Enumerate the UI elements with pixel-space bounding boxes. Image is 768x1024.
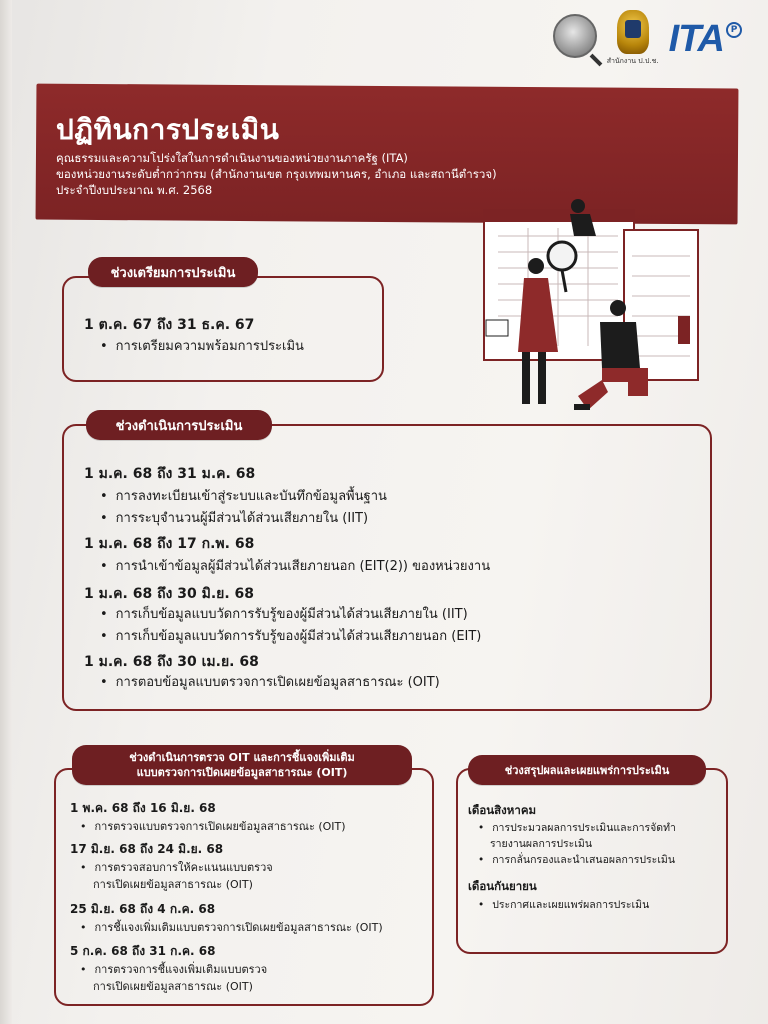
header-logos bbox=[553, 8, 742, 67]
operate-g4-item-1: • การตอบข้อมูลแบบตรวจการเปิดเผยข้อมูลสาธารณะ (OIT) bbox=[100, 671, 440, 692]
oit-g4-item-1b: การเปิดเผยข้อมูลสาธารณะ (OIT) bbox=[93, 980, 253, 993]
oit-g4-date: 5 ก.ค. 68 ถึง 31 ก.ค. 68 bbox=[70, 944, 216, 958]
operate-section-heading: ช่วงดำเนินการประเมิน bbox=[86, 410, 272, 440]
people-analyzing-illustration bbox=[478, 196, 714, 426]
ita-registered-mark: P bbox=[726, 22, 742, 38]
summary-section-heading: ช่วงสรุปผลและเผยแพร่การประเมิน bbox=[468, 755, 706, 785]
operate-g3-date: 1 ม.ค. 68 ถึง 30 มิ.ย. 68 bbox=[84, 586, 255, 602]
page-title: ปฏิทินการประเมิน bbox=[56, 113, 280, 146]
prep-item-1: • การเตรียมความพร้อมการประเมิน bbox=[100, 335, 304, 356]
operate-g2-item-1: • การนำเข้าข้อมูลผู้มีส่วนได้ส่วนเสียภายนอก (EIT(2)) ของหน่วยงาน bbox=[100, 555, 490, 576]
oit-g3-item-1: • การชี้แจงเพิ่มเติมแบบตรวจการเปิดเผยข้อมูลสาธารณะ (OIT) bbox=[80, 918, 383, 936]
nacc-emblem-icon bbox=[617, 10, 649, 54]
summary-month-2: เดือนกันยายน bbox=[468, 879, 537, 893]
subtitle-line-2: ของหน่วยงานระดับต่ำกว่ากรม (สำนักงานเขต กรุงเทพมหานคร, อำเภอ และสถานีตำรวจ) bbox=[56, 167, 497, 181]
operate-g3-item-1: • การเก็บข้อมูลแบบวัดการรับรู้ของผู้มีส่วนได้ส่วนเสียภายใน (IIT) bbox=[100, 603, 468, 624]
banner-subtitle bbox=[56, 150, 497, 198]
oit-heading-line-1: ช่วงดำเนินการตรวจ OIT และการชี้แจงเพิ่มเติม bbox=[129, 751, 355, 764]
oit-g2-item-1a: • การตรวจสอบการให้คะแนนแบบตรวจ bbox=[80, 858, 273, 876]
ita-logo bbox=[669, 20, 742, 58]
operate-g1-item-2: • การระบุจำนวนผู้มีส่วนได้ส่วนเสียภายใน (IIT) bbox=[100, 507, 368, 528]
oit-g1-date: 1 พ.ค. 68 ถึง 16 มิ.ย. 68 bbox=[70, 801, 216, 815]
oit-g1-item-1: • การตรวจแบบตรวจการเปิดเผยข้อมูลสาธารณะ (OIT) bbox=[80, 817, 346, 835]
operate-g3-item-2: • การเก็บข้อมูลแบบวัดการรับรู้ของผู้มีส่วนได้ส่วนเสียภายนอก (EIT) bbox=[100, 625, 481, 646]
summary-month-1: เดือนสิงหาคม bbox=[468, 803, 537, 817]
oit-g2-date: 17 มิ.ย. 68 ถึง 24 มิ.ย. 68 bbox=[70, 842, 224, 856]
oit-section-heading bbox=[72, 745, 412, 785]
summary-m1-item-1b: รายงานผลการประเมิน bbox=[490, 838, 593, 850]
operate-g2-date: 1 ม.ค. 68 ถึง 17 ก.พ. 68 bbox=[84, 536, 255, 552]
oit-g2-item-1b: การเปิดเผยข้อมูลสาธารณะ (OIT) bbox=[93, 878, 253, 891]
summary-m2-item-1: • ประกาศและเผยแพร่ผลการประเมิน bbox=[478, 896, 649, 913]
operate-g1-item-1: • การลงทะเบียนเข้าสู่ระบบและบันทึกข้อมูลพื้นฐาน bbox=[100, 485, 387, 506]
page-fold-shadow bbox=[0, 0, 12, 1024]
oit-heading-line-2: แบบตรวจการเปิดเผยข้อมูลสาธารณะ (OIT) bbox=[136, 766, 348, 779]
summary-m1-item-2: • การกลั่นกรองและนำเสนอผลการประเมิน bbox=[478, 851, 675, 868]
operate-g4-date: 1 ม.ค. 68 ถึง 30 เม.ย. 68 bbox=[84, 654, 259, 670]
summary-m1-item-1a: • การประมวลผลการประเมินและการจัดทำ bbox=[478, 819, 676, 836]
nacc-emblem bbox=[607, 10, 659, 67]
ita-logo-text: ITA bbox=[668, 18, 724, 60]
subtitle-line-1: คุณธรรมและความโปร่งใสในการดำเนินงานของหน่วยงานภาครัฐ (ITA) bbox=[56, 151, 408, 165]
oit-g4-item-1a: • การตรวจการชี้แจงเพิ่มเติมแบบตรวจ bbox=[80, 960, 267, 978]
subtitle-line-3: ประจำปีงบประมาณ พ.ศ. 2568 bbox=[56, 183, 213, 197]
prep-section-heading: ช่วงเตรียมการประเมิน bbox=[88, 257, 258, 287]
magnifier-seal-icon bbox=[553, 14, 597, 58]
prep-date: 1 ต.ค. 67 ถึง 31 ธ.ค. 67 bbox=[84, 317, 255, 333]
emblem-caption: สำนักงาน ป.ป.ช. bbox=[606, 57, 659, 65]
oit-g3-date: 25 มิ.ย. 68 ถึง 4 ก.ค. 68 bbox=[70, 902, 216, 916]
operate-g1-date: 1 ม.ค. 68 ถึง 31 ม.ค. 68 bbox=[84, 466, 256, 482]
